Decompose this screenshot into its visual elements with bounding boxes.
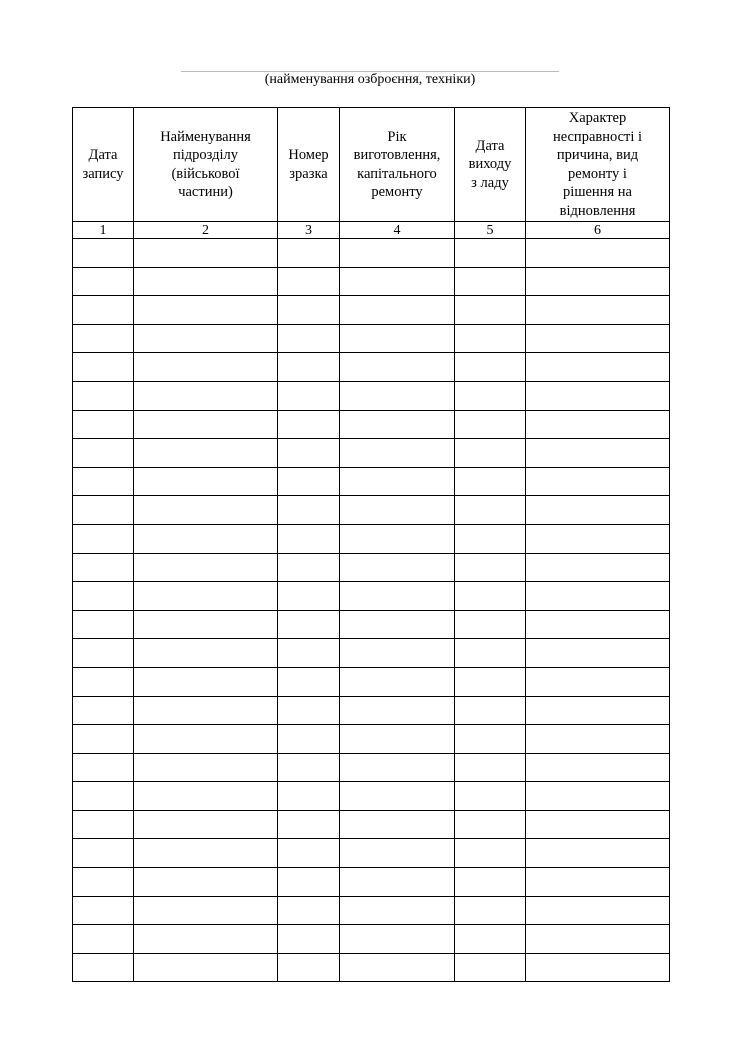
table-cell[interactable]: [278, 410, 340, 439]
table-cell[interactable]: [73, 696, 134, 725]
table-cell[interactable]: [340, 868, 455, 897]
table-cell[interactable]: [73, 410, 134, 439]
table-cell[interactable]: [455, 496, 526, 525]
table-cell[interactable]: [526, 381, 670, 410]
table-cell[interactable]: [134, 639, 278, 668]
table-row: [73, 610, 670, 639]
table-cell[interactable]: [455, 810, 526, 839]
table-cell[interactable]: [73, 239, 134, 268]
table-cell[interactable]: [526, 810, 670, 839]
table-cell[interactable]: [340, 839, 455, 868]
table-cell[interactable]: [134, 353, 278, 382]
table-row: [73, 696, 670, 725]
table-cell[interactable]: [73, 839, 134, 868]
table-cell[interactable]: [278, 925, 340, 954]
table-cell[interactable]: [73, 753, 134, 782]
table-cell[interactable]: [73, 725, 134, 754]
header-row: [73, 108, 670, 222]
table-cell[interactable]: [526, 524, 670, 553]
table-cell[interactable]: [455, 410, 526, 439]
table-cell[interactable]: [73, 782, 134, 811]
table-cell[interactable]: [278, 839, 340, 868]
table-cell[interactable]: [455, 610, 526, 639]
table-cell[interactable]: [134, 925, 278, 954]
table-cell[interactable]: [278, 896, 340, 925]
table-cell[interactable]: [455, 925, 526, 954]
table-cell[interactable]: [73, 582, 134, 611]
table-cell[interactable]: [73, 868, 134, 897]
table-cell[interactable]: [73, 496, 134, 525]
table-row: [73, 267, 670, 296]
table-cell[interactable]: [278, 553, 340, 582]
table-row: [73, 496, 670, 525]
table-cell[interactable]: [73, 439, 134, 468]
table-row: [73, 239, 670, 268]
table-cell[interactable]: [340, 725, 455, 754]
header-sample-number: [278, 108, 340, 222]
table-cell[interactable]: [340, 524, 455, 553]
table-cell[interactable]: [73, 524, 134, 553]
table-cell[interactable]: [526, 467, 670, 496]
table-cell[interactable]: [134, 467, 278, 496]
table-cell[interactable]: [340, 267, 455, 296]
table-cell[interactable]: [340, 239, 455, 268]
table-cell[interactable]: [340, 753, 455, 782]
table-cell[interactable]: [134, 524, 278, 553]
table-cell[interactable]: [278, 953, 340, 982]
table-cell[interactable]: [455, 553, 526, 582]
table-cell[interactable]: [134, 610, 278, 639]
table-cell[interactable]: [340, 467, 455, 496]
table-cell[interactable]: [278, 496, 340, 525]
table-row: [73, 753, 670, 782]
table-cell[interactable]: [278, 324, 340, 353]
table-cell[interactable]: [455, 381, 526, 410]
table-row: [73, 810, 670, 839]
table-cell[interactable]: [340, 496, 455, 525]
table-row: [73, 467, 670, 496]
table-cell[interactable]: [134, 267, 278, 296]
header-unit-name: [134, 108, 278, 222]
table-cell[interactable]: [134, 725, 278, 754]
table-cell[interactable]: [278, 667, 340, 696]
equipment-name-caption: (найменування озброєння, техніки): [264, 72, 476, 87]
table-cell[interactable]: [526, 696, 670, 725]
table-cell[interactable]: [73, 353, 134, 382]
table-cell[interactable]: [73, 667, 134, 696]
table-cell[interactable]: [278, 267, 340, 296]
table-cell[interactable]: [340, 410, 455, 439]
table-cell[interactable]: [526, 639, 670, 668]
table-cell[interactable]: [526, 439, 670, 468]
table-cell[interactable]: [340, 696, 455, 725]
header-sample-number-label: Номер зразка: [288, 147, 329, 182]
table-row: [73, 725, 670, 754]
table-cell[interactable]: [455, 839, 526, 868]
table-row: [73, 868, 670, 897]
header-manufacture-year-label: Рік виготовлення, капітального ремонту: [353, 128, 441, 200]
table-cell[interactable]: [278, 439, 340, 468]
table-cell[interactable]: [526, 496, 670, 525]
table-cell[interactable]: [526, 868, 670, 897]
table-cell[interactable]: [134, 953, 278, 982]
table-cell[interactable]: [134, 896, 278, 925]
table-cell[interactable]: [73, 953, 134, 982]
table-cell[interactable]: [526, 753, 670, 782]
header-fault-description-label: Характер несправності і причина, вид ремонту і рішення на відновлення: [552, 110, 643, 219]
table-cell[interactable]: [278, 639, 340, 668]
table-cell[interactable]: [278, 810, 340, 839]
table-cell[interactable]: [455, 439, 526, 468]
table-cell[interactable]: [73, 553, 134, 582]
table-cell[interactable]: [73, 381, 134, 410]
table-cell[interactable]: [134, 753, 278, 782]
table-cell[interactable]: [134, 381, 278, 410]
table-cell[interactable]: [340, 582, 455, 611]
column-number: 4: [340, 222, 455, 239]
table-row: [73, 324, 670, 353]
table-cell[interactable]: [340, 296, 455, 325]
table-cell[interactable]: [73, 896, 134, 925]
table-row: [73, 953, 670, 982]
table-cell[interactable]: [455, 953, 526, 982]
table-row: [73, 582, 670, 611]
table-row: [73, 296, 670, 325]
table-cell[interactable]: [526, 353, 670, 382]
table-cell[interactable]: [134, 839, 278, 868]
table-cell[interactable]: [526, 267, 670, 296]
table-cell[interactable]: [134, 296, 278, 325]
table-cell[interactable]: [455, 782, 526, 811]
table-cell[interactable]: [134, 553, 278, 582]
header-failure-date-label: Дата виходу з ладу: [468, 137, 512, 191]
table-cell[interactable]: [526, 896, 670, 925]
table-cell[interactable]: [340, 953, 455, 982]
table-cell[interactable]: [278, 381, 340, 410]
table-cell[interactable]: [526, 610, 670, 639]
table-cell[interactable]: [455, 353, 526, 382]
table-cell[interactable]: [278, 782, 340, 811]
table-cell[interactable]: [455, 667, 526, 696]
table-body: [73, 239, 670, 982]
header-failure-date: [455, 108, 526, 222]
column-number: 5: [455, 222, 526, 239]
table-cell[interactable]: [134, 324, 278, 353]
table-cell[interactable]: [134, 696, 278, 725]
table-cell[interactable]: [340, 353, 455, 382]
table-row: [73, 410, 670, 439]
table-cell[interactable]: [526, 839, 670, 868]
table-cell[interactable]: [134, 439, 278, 468]
table-cell[interactable]: [340, 896, 455, 925]
table-cell[interactable]: [134, 410, 278, 439]
table-cell[interactable]: [455, 639, 526, 668]
table-cell[interactable]: [278, 524, 340, 553]
table-cell[interactable]: [73, 610, 134, 639]
table-cell[interactable]: [526, 667, 670, 696]
table-cell[interactable]: [278, 725, 340, 754]
table-cell[interactable]: [455, 239, 526, 268]
table-cell[interactable]: [278, 696, 340, 725]
table-cell[interactable]: [526, 725, 670, 754]
table-cell[interactable]: [455, 725, 526, 754]
table-cell[interactable]: [73, 467, 134, 496]
table-cell[interactable]: [455, 267, 526, 296]
table-row: [73, 839, 670, 868]
table-cell[interactable]: [455, 296, 526, 325]
table-cell[interactable]: [134, 868, 278, 897]
table-row: [73, 925, 670, 954]
header-entry-date: [73, 108, 134, 222]
table-cell[interactable]: [278, 610, 340, 639]
table-cell[interactable]: [455, 582, 526, 611]
table-cell[interactable]: [278, 753, 340, 782]
table-cell[interactable]: [278, 296, 340, 325]
table-cell[interactable]: [73, 267, 134, 296]
equipment-register-table: [72, 107, 670, 982]
table-cell[interactable]: [73, 639, 134, 668]
table-cell[interactable]: [340, 925, 455, 954]
table-cell[interactable]: [340, 553, 455, 582]
table-cell[interactable]: [455, 868, 526, 897]
column-number: 6: [526, 222, 670, 239]
header-entry-date-label: Дата запису: [82, 147, 124, 182]
column-number: 1: [73, 222, 134, 239]
table-cell[interactable]: [134, 810, 278, 839]
table-cell[interactable]: [455, 467, 526, 496]
table-cell[interactable]: [340, 381, 455, 410]
table-cell[interactable]: [526, 239, 670, 268]
table-row: [73, 782, 670, 811]
table-cell[interactable]: [340, 439, 455, 468]
table-cell[interactable]: [134, 582, 278, 611]
table-cell[interactable]: [73, 810, 134, 839]
table-cell[interactable]: [455, 896, 526, 925]
table-cell[interactable]: [134, 496, 278, 525]
table-cell[interactable]: [73, 324, 134, 353]
table-cell[interactable]: [278, 868, 340, 897]
table-row: [73, 439, 670, 468]
table-cell[interactable]: [340, 810, 455, 839]
table-row: [73, 667, 670, 696]
table-cell[interactable]: [134, 782, 278, 811]
table-cell[interactable]: [73, 925, 134, 954]
header-unit-name-label: Найменування підрозділу (військової частини): [160, 128, 251, 200]
column-number: 3: [278, 222, 340, 239]
header-manufacture-year: [340, 108, 455, 222]
table-row: [73, 639, 670, 668]
table-cell[interactable]: [278, 582, 340, 611]
table-cell[interactable]: [526, 953, 670, 982]
table-cell[interactable]: [340, 324, 455, 353]
table-row: [73, 896, 670, 925]
table-cell[interactable]: [526, 582, 670, 611]
table-row: [73, 524, 670, 553]
table-row: [73, 381, 670, 410]
table-cell[interactable]: [278, 353, 340, 382]
table-cell[interactable]: [340, 782, 455, 811]
table-cell[interactable]: [73, 296, 134, 325]
table-cell[interactable]: [278, 239, 340, 268]
column-number: 2: [134, 222, 278, 239]
table-cell[interactable]: [526, 324, 670, 353]
table-cell[interactable]: [526, 925, 670, 954]
table-cell[interactable]: [134, 239, 278, 268]
table-cell[interactable]: [455, 753, 526, 782]
table-cell[interactable]: [526, 296, 670, 325]
table-cell[interactable]: [340, 639, 455, 668]
table-cell[interactable]: [455, 696, 526, 725]
table-cell[interactable]: [340, 667, 455, 696]
table-cell[interactable]: [526, 553, 670, 582]
column-number-row: [73, 222, 670, 239]
table-cell[interactable]: [340, 610, 455, 639]
header-fault-description: [526, 108, 670, 222]
table-cell[interactable]: [134, 667, 278, 696]
table-row: [73, 353, 670, 382]
table-row: [73, 553, 670, 582]
table-cell[interactable]: [455, 524, 526, 553]
table-cell[interactable]: [526, 410, 670, 439]
table-cell[interactable]: [455, 324, 526, 353]
table-cell[interactable]: [526, 782, 670, 811]
table-cell[interactable]: [278, 467, 340, 496]
